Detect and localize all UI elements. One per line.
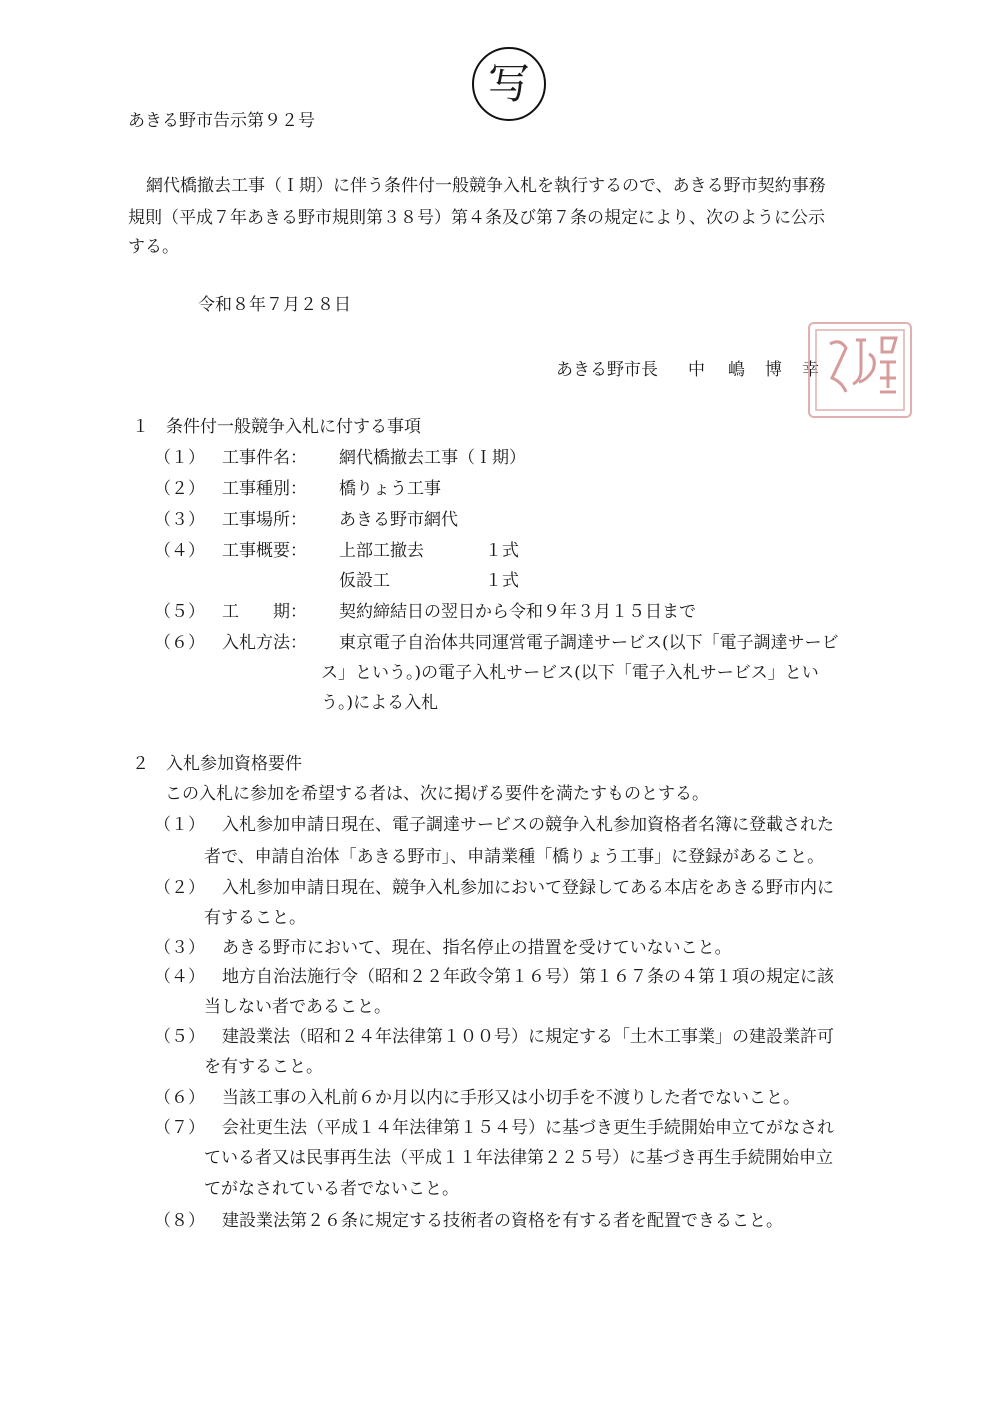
s1-item3-label: 工事場所： xyxy=(222,510,307,530)
mayor-name-1: 中 xyxy=(688,360,705,380)
s1-item4-qty2: １式 xyxy=(485,571,519,591)
s1-item1-value: 網代橋撤去工事（Ｉ期） xyxy=(339,448,526,468)
s1-item5-num: （５） xyxy=(154,602,205,622)
copy-stamp xyxy=(472,47,546,121)
section1-heading: １ 条件付一般競争入札に付する事項 xyxy=(132,417,421,437)
s2-item7-num: （７） xyxy=(154,1118,205,1138)
s1-item6-num: （６） xyxy=(154,633,205,653)
s1-item5-value: 契約締結日の翌日から令和９年３月１５日まで xyxy=(339,602,696,622)
s2-item4-num: （４） xyxy=(154,967,205,987)
copy-stamp-char: 写 xyxy=(487,59,530,108)
s2-item5-line1: 建設業法（昭和２４年法律第１００号）に規定する「土木工事業」の建設業許可 xyxy=(222,1027,834,1047)
s2-item7-line2: ている者又は民事再生法（平成１１年法律第２２５号）に基づき再生手続開始申立 xyxy=(204,1148,833,1168)
s2-item6-line1: 当該工事の入札前６か月以内に手形又は小切手を不渡りした者でないこと。 xyxy=(222,1088,800,1108)
mayor-title: あきる野市長 xyxy=(556,360,658,380)
s1-item4-label: 工事概要： xyxy=(222,541,307,561)
s2-item1-num: （１） xyxy=(154,815,205,835)
s2-item7-line3: てがなされている者でないこと。 xyxy=(204,1179,459,1199)
s1-item6-value2: ス」という。)の電子入札サービス(以下「電子入札サービス」とい xyxy=(321,663,819,683)
intro-line-1: 網代橋撤去工事（Ｉ期）に伴う条件付一般競争入札を執行するので、あきる野市契約事務 xyxy=(146,176,826,196)
s1-item2-num: （２） xyxy=(154,479,205,499)
s2-item8-line1: 建設業法第２６条に規定する技術者の資格を有する者を配置できること。 xyxy=(222,1211,783,1231)
s2-item3-num: （３） xyxy=(154,938,205,958)
s1-item4-num: （４） xyxy=(154,541,205,561)
mayor-name-2: 嶋 xyxy=(728,360,745,380)
mayor-name-4: 幸 xyxy=(802,360,819,380)
s2-item6-num: （６） xyxy=(154,1088,205,1108)
s2-item2-line1: 入札参加申請日現在、競争入札参加において登録してある本店をあきる野市内に xyxy=(222,878,834,898)
s2-item4-line2: 当しない者であること。 xyxy=(204,997,391,1017)
notice-date: 令和８年７月２８日 xyxy=(198,295,351,315)
s1-item1-num: （１） xyxy=(154,448,205,468)
s1-item5-label: 工 期： xyxy=(222,602,307,622)
s2-item2-line2: 有すること。 xyxy=(204,908,306,928)
official-seal-graphic xyxy=(810,324,910,416)
s2-item3-line1: あきる野市において、現在、指名停止の措置を受けていないこと。 xyxy=(222,938,732,958)
official-seal xyxy=(808,322,912,418)
s2-item2-num: （２） xyxy=(154,878,205,898)
intro-line-2: 規則（平成７年あきる野市規則第３８号）第４条及び第７条の規定により、次のように公示 xyxy=(128,208,825,228)
mayor-name-3: 博 xyxy=(765,360,782,380)
s2-item4-line1: 地方自治法施行令（昭和２２年政令第１６号）第１６７条の４第１項の規定に該 xyxy=(222,967,834,987)
s2-item5-num: （５） xyxy=(154,1027,205,1047)
s2-item1-line1: 入札参加申請日現在、電子調達サービスの競争入札参加資格者名簿に登載された xyxy=(222,815,834,835)
s1-item2-value: 橋りょう工事 xyxy=(339,479,441,499)
s1-item2-label: 工事種別： xyxy=(222,479,307,499)
s1-item6-value3: う。)による入札 xyxy=(321,693,439,713)
s1-item4-qty: １式 xyxy=(485,541,519,561)
s2-item1-line2: 者で、申請自治体「あきる野市」、申請業種「橋りょう工事」に登録があること。 xyxy=(204,847,825,867)
s1-item1-label: 工事件名： xyxy=(222,448,307,468)
s1-item4-value: 上部工撤去 xyxy=(339,541,424,561)
s2-item8-num: （８） xyxy=(154,1211,205,1231)
s1-item6-label: 入札方法： xyxy=(222,633,307,653)
section2-lead: この入札に参加を希望する者は、次に掲げる要件を満たすものとする。 xyxy=(165,784,709,804)
s1-item3-num: （３） xyxy=(154,510,205,530)
s1-item4-value2: 仮設工 xyxy=(339,571,390,591)
s2-item7-line1: 会社更生法（平成１４年法律第１５４号）に基づき更生手続開始申立てがなされ xyxy=(222,1118,834,1138)
s1-item3-value: あきる野市網代 xyxy=(339,510,458,530)
intro-line-3: する。 xyxy=(128,237,179,257)
section2-heading: ２ 入札参加資格要件 xyxy=(132,754,302,774)
s1-item6-value: 東京電子自治体共同運営電子調達サービス(以下「電子調達サービ xyxy=(339,633,839,653)
s2-item5-line2: を有すること。 xyxy=(204,1057,323,1077)
notice-number: あきる野市告示第９２号 xyxy=(128,111,315,131)
